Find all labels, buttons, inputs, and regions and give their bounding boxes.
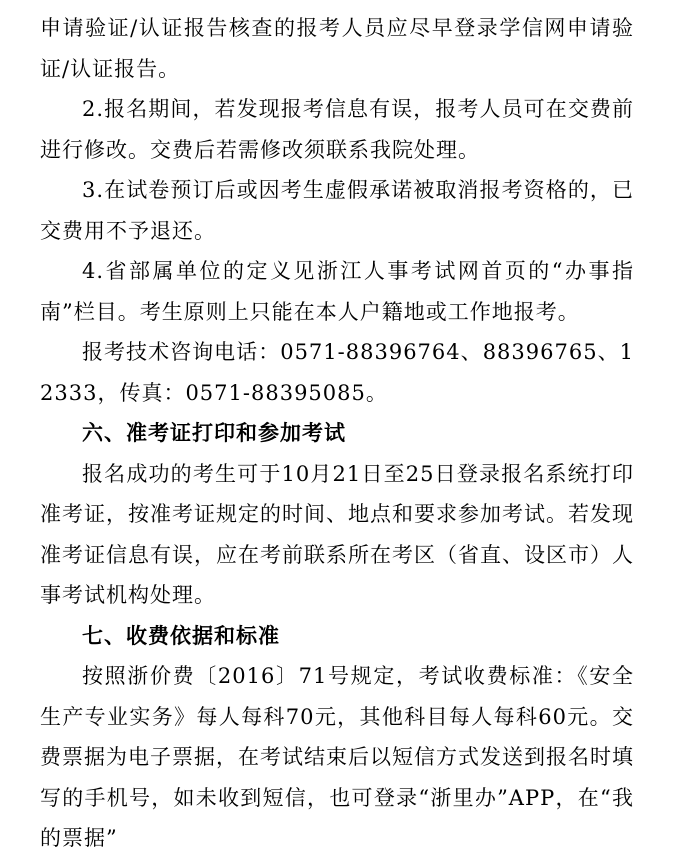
section-heading-admission-ticket: 六、准考证打印和参加考试 [82, 421, 346, 445]
paragraph-verification-note: 申请验证/认证报告核查的报考人员应尽早登录学信网申请验证/认证报告。 [40, 16, 634, 81]
paragraph-item-3: 3.在试卷预订后或因考生虚假承诺被取消报考资格的，已交费用不予退还。 [40, 178, 634, 243]
paragraph-admission-ticket: 报名成功的考生可于10月21日至25日登录报名系统打印准考证，按准考证规定的时间、地点和要求参加考试。若发现准考证信息有误，应在考前联系所在考区（省直、设区市）人事考试机构处理。 [40, 461, 634, 607]
paragraph-fees: 按照浙价费〔2016〕71号规定，考试收费标准：《安全生产专业实务》每人每科70元，其他科目每人每科60元。交费票据为电子票据，在考试结束后以短信方式发送到报名时填写的手机号，如未收到短信，也可登录“浙里办”APP，在“我的票据” [40, 664, 634, 850]
paragraph-item-2: 2.报名期间，若发现报考信息有误，报考人员可在交费前进行修改。交费后若需修改须联系我院处理。 [40, 97, 634, 162]
section-heading-fees: 七、收费依据和标准 [82, 623, 280, 648]
paragraph-contact-phone: 报考技术咨询电话：0571-88396764、88396765、12333，传真：0571-88395085。 [40, 340, 634, 405]
paragraph-item-4: 4.省部属单位的定义见浙江人事考试网首页的“办事指南”栏目。考生原则上只能在本人户籍地或工作地报考。 [40, 259, 634, 324]
